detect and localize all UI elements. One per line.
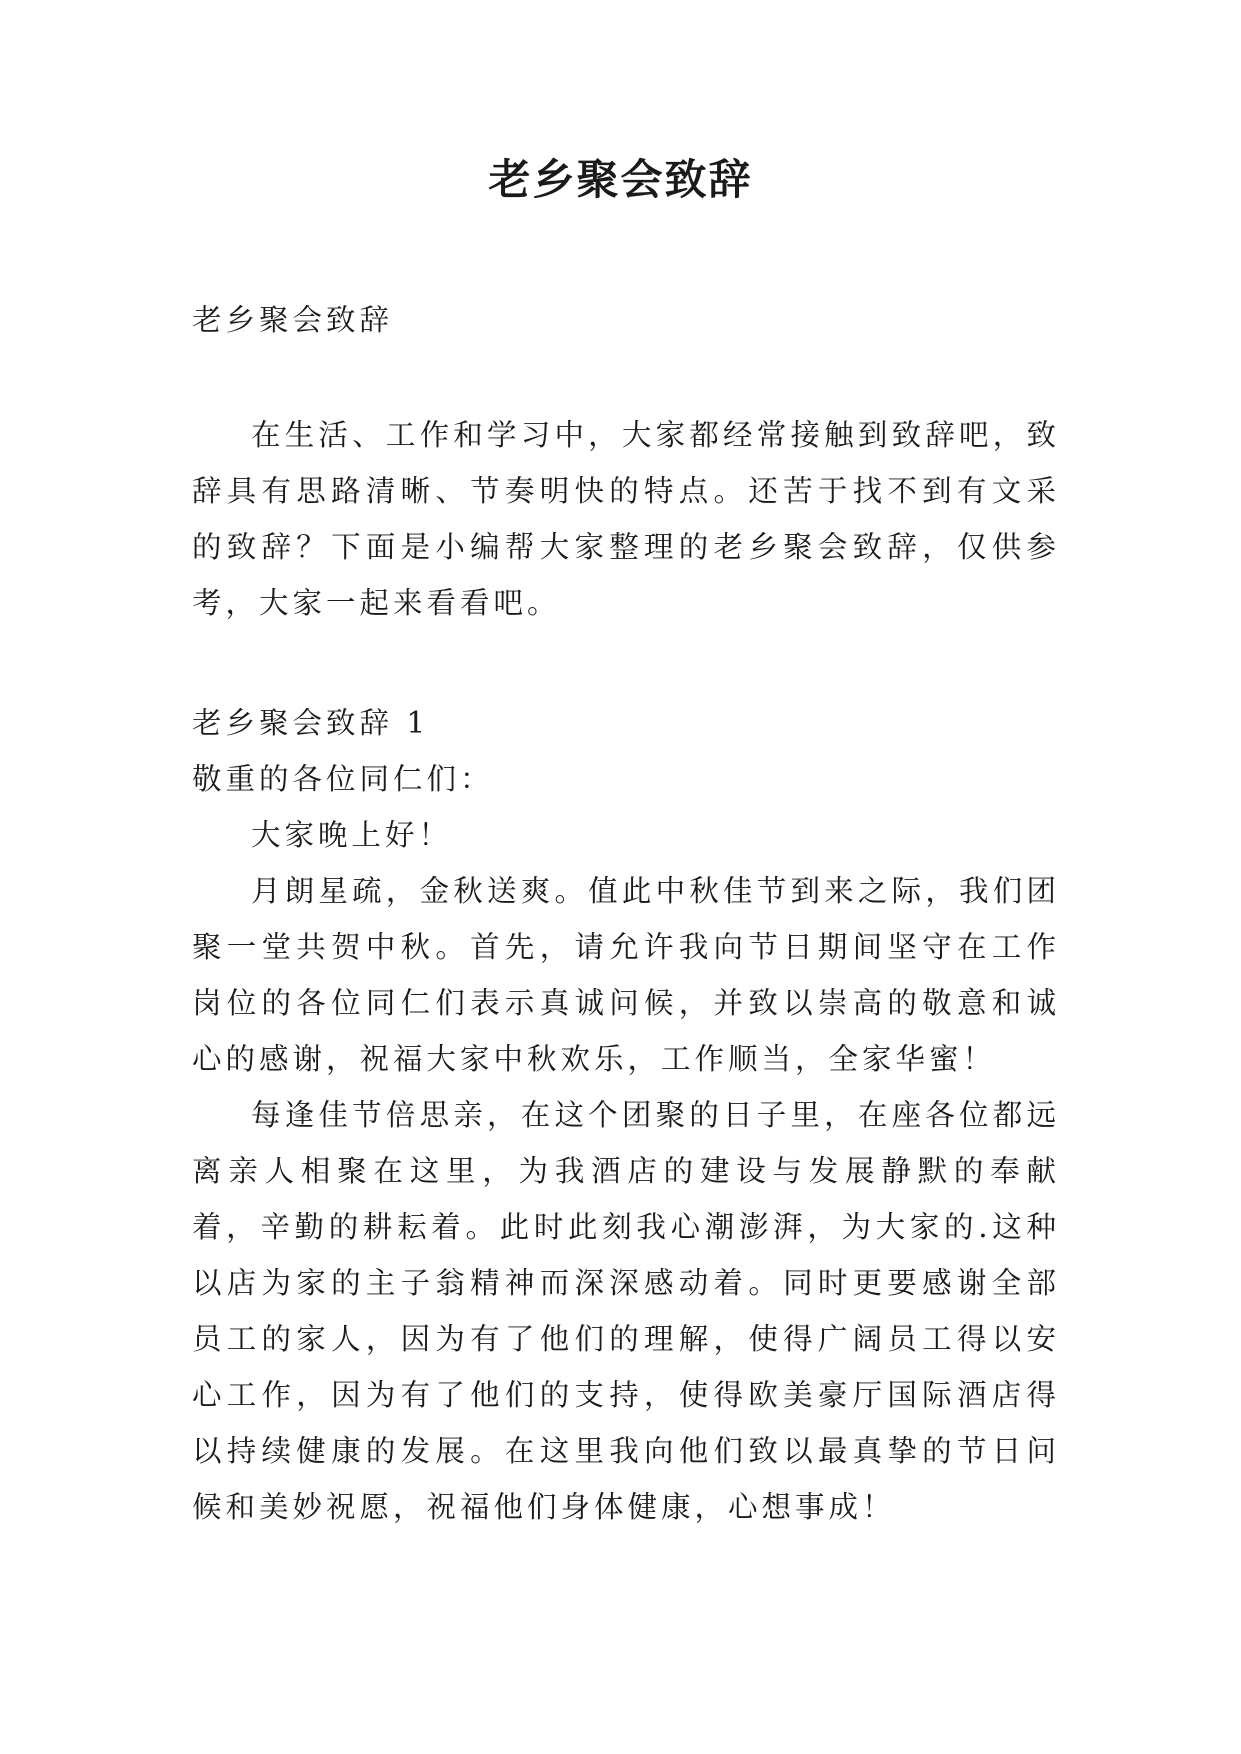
section-heading: 老乡聚会致辞 1 [192, 706, 430, 740]
document-body [192, 292, 1060, 1535]
body-paragraph: 每逢佳节倍思亲，在这个团聚的日子里，在座各位都远离亲人相聚在这里，为我酒店的建设与发展静默的奉献着，辛勤的耕耘着。此时此刻我心潮澎湃，为大家的.这种以店为家的主子翁精神而深深感动着。同时更要感谢全部员工的家人，因为有了他们的理解，使得广阔员工得以安心工作，因为有了他们的支持，使得欧美豪厅国际酒店得以持续健康的发展。在这里我向他们致以最真挚的节日问候和美妙祝愿，祝福他们身体健康，心想事成！ [192, 1098, 1060, 1524]
greeting: 大家晚上好！ [251, 818, 453, 852]
document-title: 老乡聚会致辞 [488, 155, 753, 204]
document-subtitle: 老乡聚会致辞 [192, 303, 394, 337]
intro-paragraph: 在生活、工作和学习中，大家都经常接触到致辞吧，致辞具有思路清晰、节奏明快的特点。还苦于找不到有文采的致辞？下面是小编帮大家整理的老乡聚会致辞，仅供参考，大家一起来看看吧。 [192, 418, 1060, 620]
salutation: 敬重的各位同仁们： [192, 762, 494, 796]
body-paragraph: 月朗星疏，金秋送爽。值此中秋佳节到来之际，我们团聚一堂共贺中秋。首先，请允许我向节日期间坚守在工作岗位的各位同仁们表示真诚问候，并致以崇高的敬意和诚心的感谢，祝福大家中秋欢乐，工作顺当，全家华蜜！ [192, 874, 1060, 1076]
